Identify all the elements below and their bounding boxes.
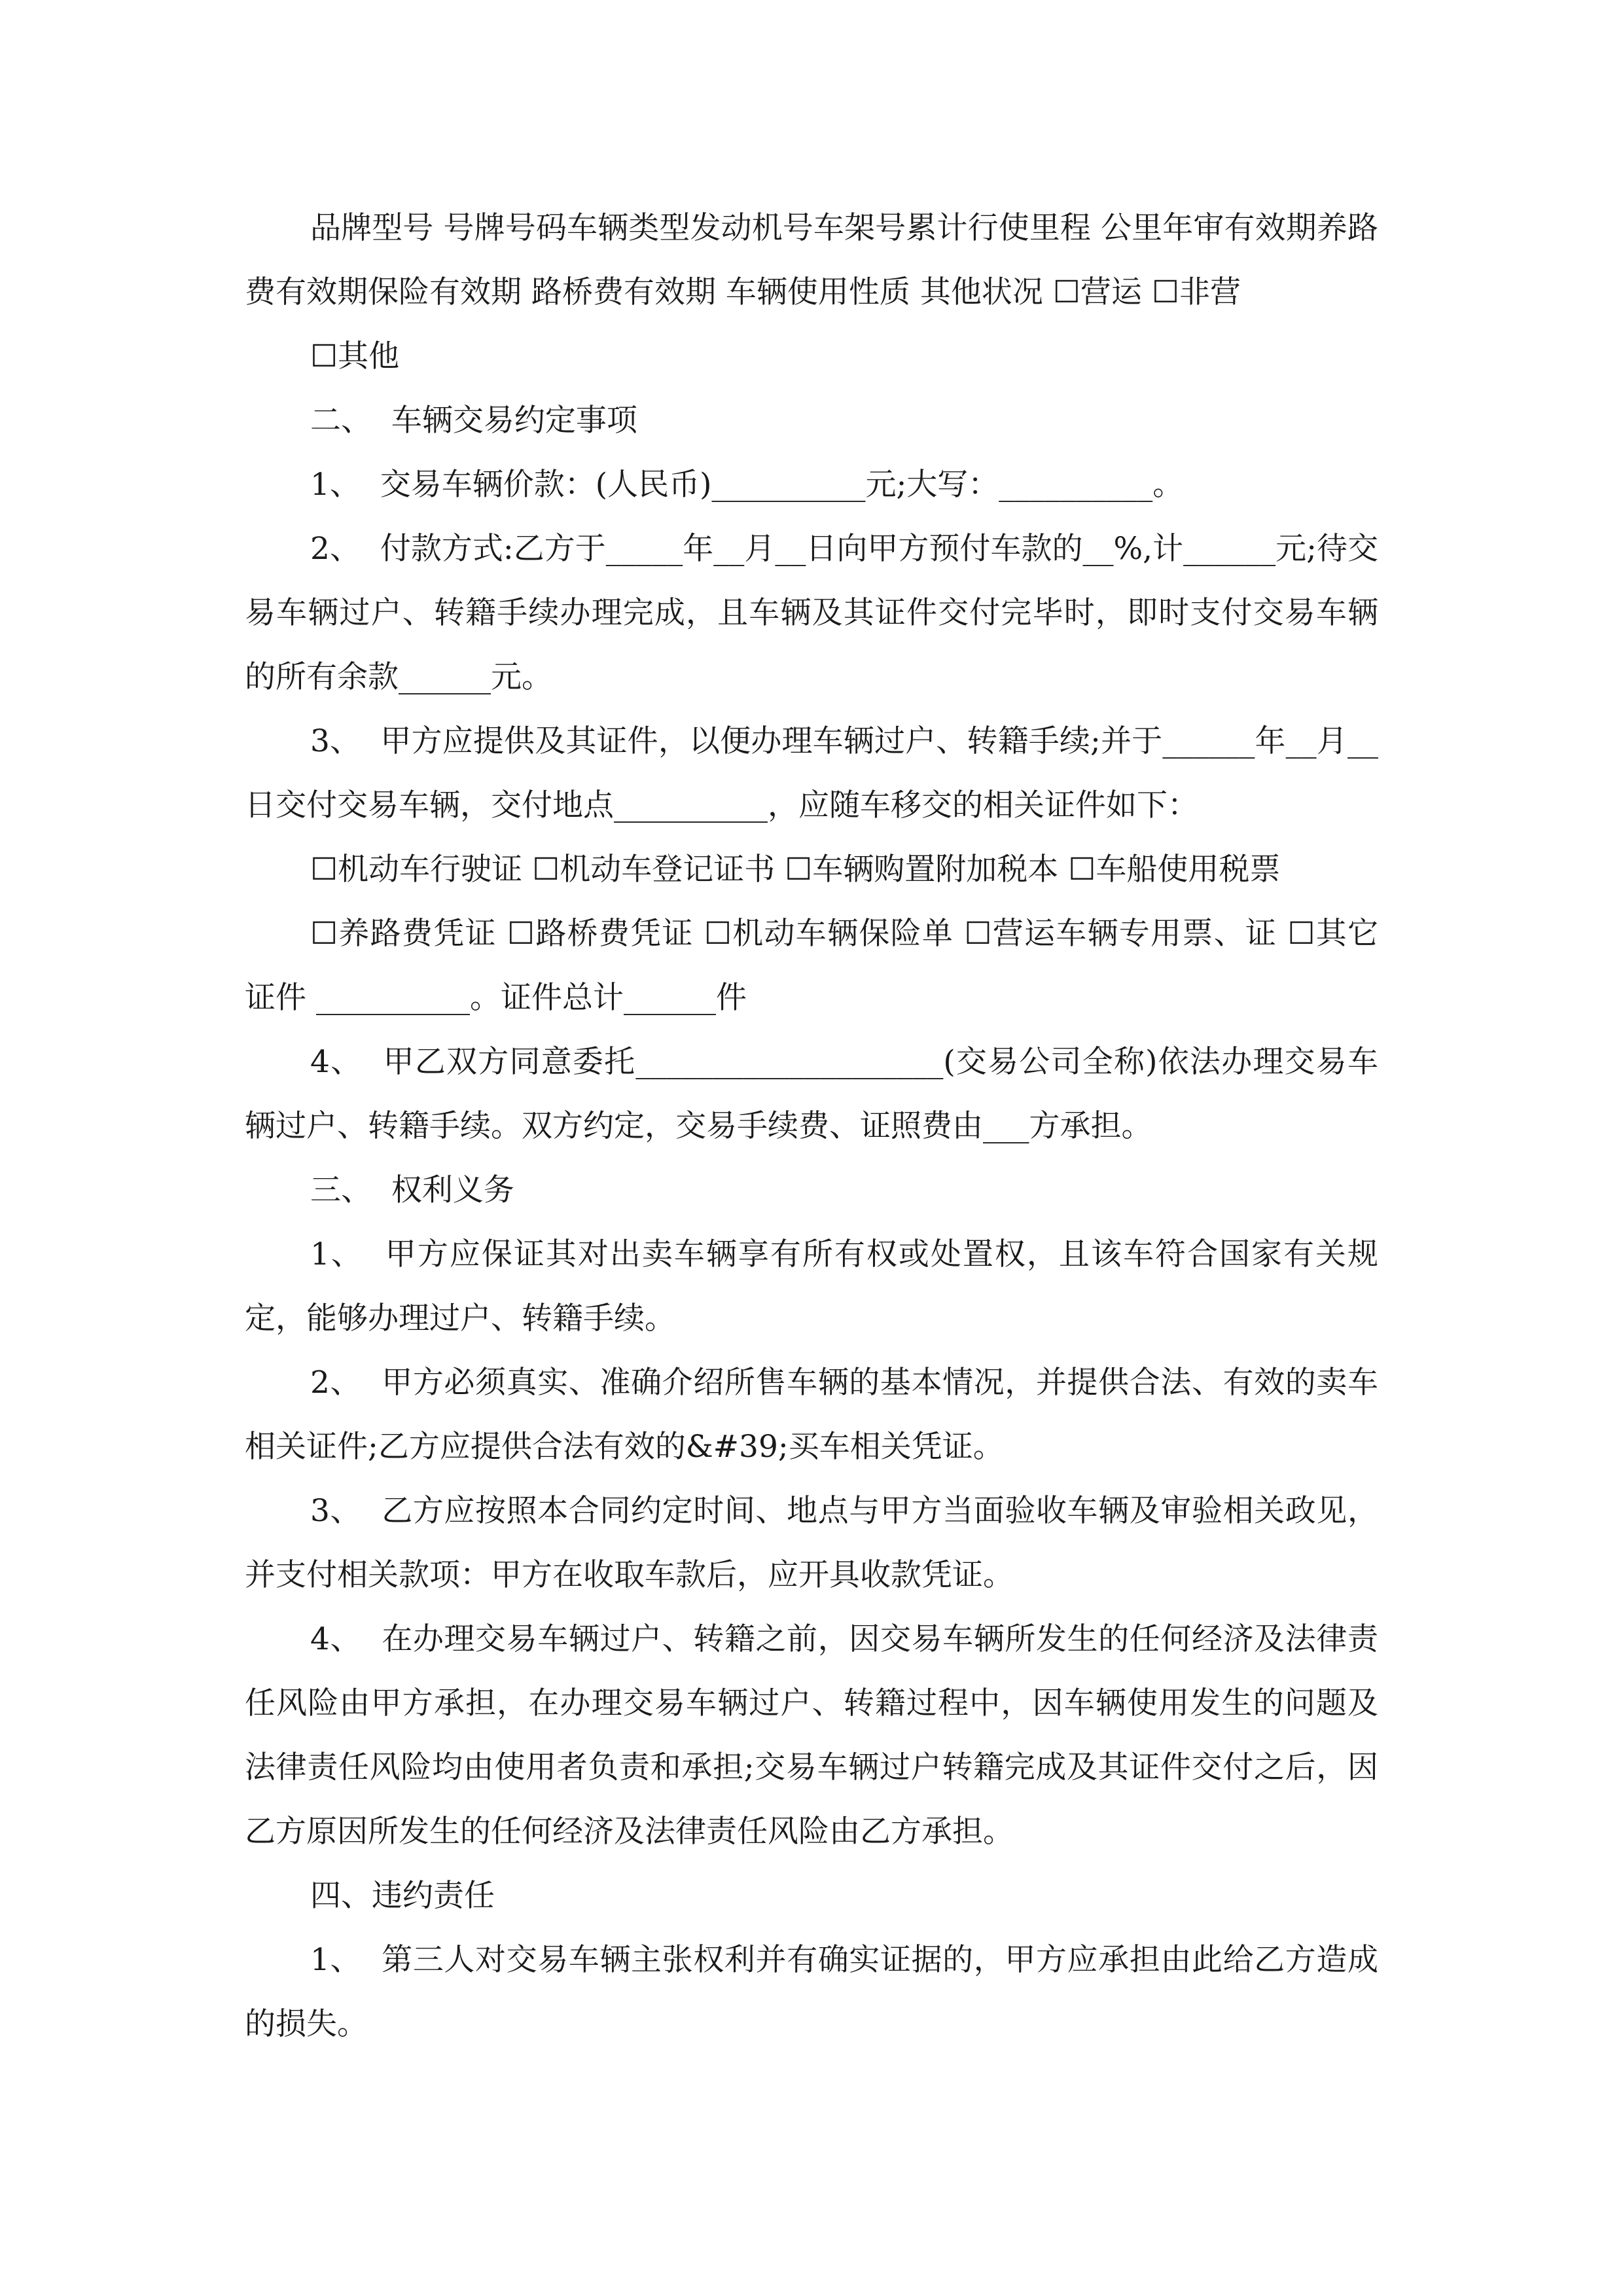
documents-checklist-line-2: ☐养路费凭证 ☐路桥费凭证 ☐机动车辆保险单 ☐营运车辆专用票、证 ☐其它证件 __________。证件总计______件	[245, 916, 1378, 1016]
section-3-item-1: 1、 甲方应保证其对出卖车辆享有所有权或处置权，且该车符合国家有关规定，能够办理过户、转籍手续。	[245, 1236, 1378, 1336]
vehicle-other-option: ☐其他	[310, 338, 400, 374]
section-3-item-3: 3、 乙方应按照本合同约定时间、地点与甲方当面验收车辆及审验相关政见，并支付相关款项：甲方在收取车款后，应开具收款凭证。	[245, 1493, 1378, 1593]
section-2-item-3: 3、 甲方应提供及其证件，以便办理车辆过户、转籍手续;并于______年__月__日交付交易车辆，交付地点__________，应随车移交的相关证件如下：	[245, 723, 1378, 823]
documents-checklist-line-1: ☐机动车行驶证 ☐机动车登记证书 ☐车辆购置附加税本 ☐车船使用税票	[310, 852, 1281, 888]
section-2-item-2: 2、 付款方式:乙方于_____年__月__日向甲方预付车款的__%,计______元;待交易车辆过户、转籍手续办理完成，且车辆及其证件交付完毕时，即时支付交易车辆的所有余款______元。	[245, 531, 1378, 695]
vehicle-fields-paragraph: 品牌型号 号牌号码车辆类型发动机号车架号累计行使里程 公里年审有效期养路费有效期保险有效期 路桥费有效期 车辆使用性质 其他状况 ☐营运 ☐非营	[245, 210, 1378, 310]
section-4-item-1: 1、 第三人对交易车辆主张权利并有确实证据的，甲方应承担由此给乙方造成的损失。	[245, 1942, 1378, 2042]
contract-page	[245, 196, 1378, 2056]
section-3-item-4: 4、 在办理交易车辆过户、转籍之前，因交易车辆所发生的任何经济及法律责任风险由甲方承担，在办理交易车辆过户、转籍过程中，因车辆使用发生的问题及法律责任风险均由使用者负责和承担;交易车辆过户转籍完成及其证件交付之后，因乙方原因所发生的任何经济及法律责任风险由乙方承担。	[245, 1621, 1378, 1850]
section-3-item-2: 2、 甲方必须真实、准确介绍所售车辆的基本情况，并提供合法、有效的卖车相关证件;乙方应提供合法有效的&#39;买车相关凭证。	[245, 1365, 1378, 1465]
section-4-heading: 四、违约责任	[310, 1878, 495, 1914]
section-2-item-1: 1、 交易车辆价款：(人民币)__________元;大写：__________。	[310, 467, 1184, 503]
section-3-heading: 三、 权利义务	[310, 1172, 514, 1208]
section-2-heading: 二、 车辆交易约定事项	[310, 403, 637, 439]
section-2-item-4: 4、 甲乙双方同意委托____________________(交易公司全称)依法办理交易车辆过户、转籍手续。双方约定，交易手续费、证照费由___方承担。	[245, 1044, 1378, 1144]
